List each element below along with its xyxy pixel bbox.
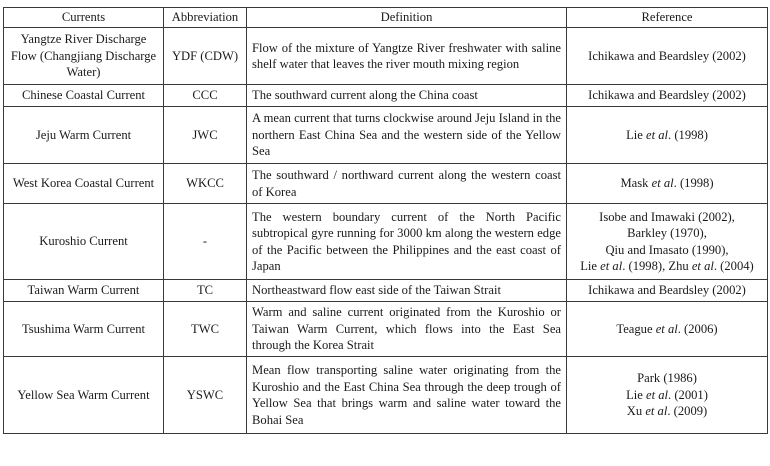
reference-italic-text: et al bbox=[691, 259, 714, 273]
reference-cell bbox=[567, 280, 768, 302]
abbreviation-cell: - bbox=[164, 204, 247, 280]
reference-text: Isobe and Imawaki (2002), bbox=[599, 209, 735, 224]
header-row bbox=[4, 8, 768, 28]
reference-text: . (2004) bbox=[713, 259, 754, 273]
reference-line bbox=[572, 370, 762, 387]
reference-text: Mask bbox=[620, 176, 652, 191]
header-definition: Definition bbox=[247, 8, 567, 28]
reference-line bbox=[572, 242, 762, 259]
reference-text: . (1998), Zhu bbox=[622, 259, 692, 273]
reference-cell bbox=[567, 107, 768, 164]
reference-line bbox=[572, 48, 762, 65]
reference-italic-text: et al bbox=[645, 404, 668, 419]
reference-line bbox=[572, 225, 762, 242]
reference-text: Barkley (1970), bbox=[627, 226, 707, 240]
definition-cell: A mean current that turns clockwise around Jeju Island in the northern East China Sea and the western side of the Yellow Sea bbox=[247, 107, 567, 164]
definition-cell: The southward current along the China coast bbox=[247, 85, 567, 107]
reference-text: . (1998) bbox=[673, 176, 714, 191]
current-name-cell: Yellow Sea Warm Current bbox=[4, 357, 164, 434]
abbreviation-cell: TWC bbox=[164, 302, 247, 357]
definition-cell: The southward / northward current along the western coast of Korea bbox=[247, 164, 567, 204]
current-name-cell: Jeju Warm Current bbox=[4, 107, 164, 164]
reference-cell bbox=[567, 302, 768, 357]
table-row bbox=[4, 85, 768, 107]
abbreviation-cell: TC bbox=[164, 280, 247, 302]
reference-text: Lie bbox=[580, 259, 601, 273]
abbreviation-cell: JWC bbox=[164, 107, 247, 164]
reference-text: Park (1986) bbox=[637, 371, 697, 386]
current-name-cell: Chinese Coastal Current bbox=[4, 85, 164, 107]
reference-text: . (2001) bbox=[668, 387, 708, 402]
reference-line bbox=[572, 258, 762, 275]
reference-text: Teague bbox=[616, 321, 656, 336]
header-reference: Reference bbox=[567, 8, 768, 28]
abbreviation-cell: WKCC bbox=[164, 164, 247, 204]
current-name-cell: Kuroshio Current bbox=[4, 204, 164, 280]
reference-text: Xu bbox=[626, 404, 646, 419]
reference-italic-text: et al bbox=[646, 127, 669, 142]
table-row bbox=[4, 357, 768, 434]
reference-cell bbox=[567, 164, 768, 204]
abbreviation-cell: YDF (CDW) bbox=[164, 28, 247, 85]
reference-text: Ichikawa and Beardsley (2002) bbox=[588, 88, 746, 103]
reference-line bbox=[572, 403, 762, 420]
current-name-cell: Taiwan Warm Current bbox=[4, 280, 164, 302]
definition-cell: The western boundary current of the North Pacific subtropical gyre running for 3000 km along the western edge of the Pacific between the Philippines and the east coast of Japan bbox=[247, 204, 567, 280]
definition-cell: Mean flow transporting saline water originating from the Kuroshio and the East China Sea through the deep trough of Yellow Sea that brings warm and saline water toward the Bohai Sea bbox=[247, 357, 567, 434]
reference-text: . (2006) bbox=[677, 321, 718, 336]
abbreviation-cell: CCC bbox=[164, 85, 247, 107]
reference-cell bbox=[567, 204, 768, 280]
definition-cell: Flow of the mixture of Yangtze River freshwater with saline shelf water that leaves the river mouth mixing region bbox=[247, 28, 567, 85]
reference-text: . (2009) bbox=[667, 404, 708, 419]
reference-line bbox=[572, 127, 762, 144]
reference-text: Lie bbox=[626, 127, 646, 142]
reference-line bbox=[572, 87, 762, 104]
reference-cell bbox=[567, 85, 768, 107]
reference-text: Qiu and Imasato (1990), bbox=[605, 242, 729, 257]
reference-line bbox=[572, 387, 762, 404]
table-row bbox=[4, 280, 768, 302]
definition-cell: Warm and saline current originated from the Kuroshio or Taiwan Warm Current, which flows into the East Sea through the Korea Strait bbox=[247, 302, 567, 357]
abbreviation-cell: YSWC bbox=[164, 357, 247, 434]
reference-italic-text: et al bbox=[646, 387, 669, 402]
currents-table bbox=[3, 7, 768, 434]
reference-cell bbox=[567, 28, 768, 85]
table-body bbox=[4, 28, 768, 434]
reference-text: Lie bbox=[626, 387, 646, 402]
reference-line bbox=[572, 321, 762, 338]
reference-italic-text: et al bbox=[600, 259, 623, 273]
current-name-cell: Tsushima Warm Current bbox=[4, 302, 164, 357]
table-row bbox=[4, 107, 768, 164]
reference-text: . (1998) bbox=[668, 127, 708, 142]
reference-line bbox=[572, 175, 762, 192]
definition-cell: Northeastward flow east side of the Taiwan Strait bbox=[247, 280, 567, 302]
header-currents: Currents bbox=[4, 8, 164, 28]
reference-line bbox=[572, 282, 762, 299]
reference-italic-text: et al bbox=[651, 176, 674, 191]
reference-cell bbox=[567, 357, 768, 434]
reference-italic-text: et al bbox=[655, 321, 678, 336]
table-row bbox=[4, 204, 768, 280]
reference-text: Ichikawa and Beardsley (2002) bbox=[588, 48, 746, 63]
current-name-cell: Yangtze River Discharge Flow (Changjiang Discharge Water) bbox=[4, 28, 164, 85]
table-row bbox=[4, 28, 768, 85]
current-name-cell: West Korea Coastal Current bbox=[4, 164, 164, 204]
reference-line bbox=[572, 209, 762, 226]
table-row bbox=[4, 164, 768, 204]
reference-text: Ichikawa and Beardsley (2002) bbox=[588, 283, 746, 298]
table-row bbox=[4, 302, 768, 357]
header-abbreviation: Abbreviation bbox=[164, 8, 247, 28]
